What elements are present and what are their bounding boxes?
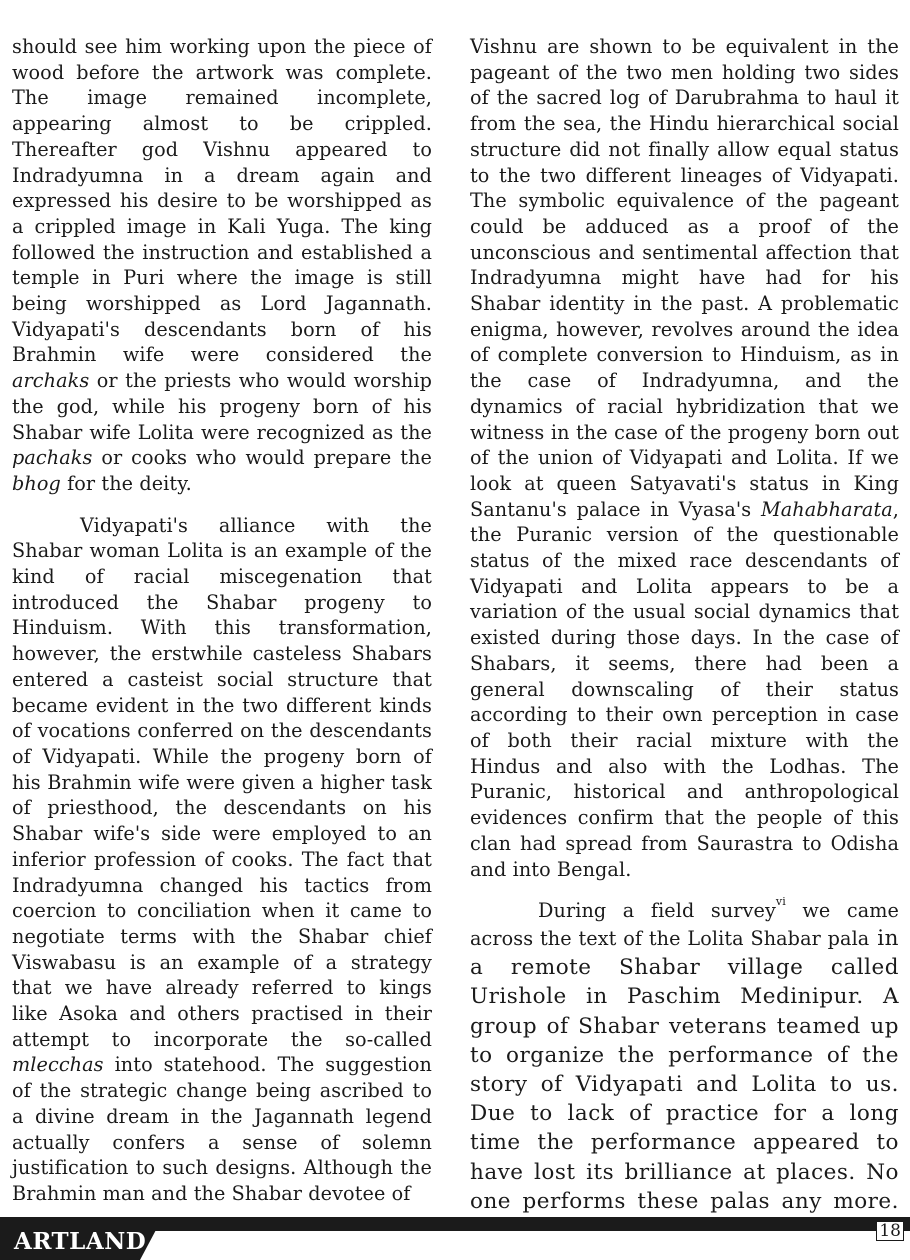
right-column <box>470 34 899 1245</box>
paragraph: Vidyapati's alliance with the Shabar woman Lolita is an example of the kind of racial miscegenation that introduced the Shabar progeny to Hinduism. With this transformation, however, the erstwhile casteless Shabars entered a casteist social structure that became evident in the two different kinds of vocations conferred on the descendants of Vidyapati. While the progeny born of his Brahmin wife were given a higher task of priesthood, the descendants on his Shabar wife's side were employed to an inferior profession of cooks. The fact that Indradyumna changed his tactics from coercion to conciliation when it came to negotiate terms with the Shabar chief Viswabasu is an example of a strategy that we have already referred to kings like Asoka and others practised in their attempt to incorporate the so-called mlecchas into statehood. The suggestion of the strategic change being ascribed to a divine dream in the Jagannath legend actually confers a sense of solemn justification to such designs. Although the Brahmin man and the Shabar devotee of <box>12 513 432 1205</box>
footnote-marker[interactable]: vi <box>775 895 786 909</box>
paragraph: should see him working upon the piece of wood before the artwork was complete. The image remained incomplete, appearing almost to be crippled. Thereafter god Vishnu appeared to Indradyumna in a dream again and expressed his desire to be worshipped as a crippled image in Kali Yuga. The king followed the instruction and established a temple in Puri where the image is still being worshipped as Lord Jagannath. Vidyapati's descendants born of his Brahmin wife were considered the archaks or the priests who would worship the god, while his progeny born of his Shabar wife Lolita were recognized as the pachaks or cooks who would prepare the bhog for the deity. <box>12 35 432 495</box>
paragraph: Vishnu are shown to be equivalent in the pageant of the two men holding two sides of the sacred log of Darubrahma to haul it from the sea, the Hindu hierarchical social structure did not finally allow equal status to the two different lineages of Vidyapati. The symbolic equivalence of the pageant could be adduced as a proof of the unconscious and sentimental affection that Indradyumna might have had for his Shabar identity in the past. A problematic enigma, however, revolves around the idea of complete conversion to Hinduism, as in the case of Indradyumna, and the dynamics of racial hybridization that we witness in the case of the progeny born out of the union of Vidyapati and Lolita. If we look at queen Satyavati's status in King Santanu's palace in Vyasa's Mahabharata, the Puranic version of the questionable status of the mixed race descendants of Vidyapati and Lolita appears to be a variation of the usual social dynamics that existed during those days. In the case of Shabars, it seems, there had been a general downscaling of their status according to their own perception in case of both their racial mixture with the Hindus and also with the Lodhas. The Puranic, historical and anthropological evidences confirm that the people of this clan had spread from Saurastra to Odisha and into Bengal. <box>470 35 899 881</box>
page-footer <box>0 1217 910 1260</box>
italic-title: Mahabharata <box>760 497 893 521</box>
page-number: 18 <box>876 1221 904 1241</box>
italic-term: bhog <box>12 471 61 495</box>
italic-term: pachaks <box>12 446 93 470</box>
italic-term: mlecchas <box>12 1053 104 1077</box>
magazine-brand: ARTLAND <box>14 1228 147 1255</box>
paragraph: During a field survey$^{vi}$ we came across the text of the Lolita Shabar pala in a remote Shabar village called Urishole in Paschim Medinipur. A group of Shabar veterans teamed up to organize the performance of the story of Vidyapati and Lolita to us. Due to lack of practice for a long time the performance appeared to have lost its brilliance at places. No one performs these palas any more. <box>470 895 900 1214</box>
italic-term: archaks <box>12 369 90 393</box>
footer-tab-shape <box>140 1231 910 1260</box>
left-column <box>12 34 432 1207</box>
